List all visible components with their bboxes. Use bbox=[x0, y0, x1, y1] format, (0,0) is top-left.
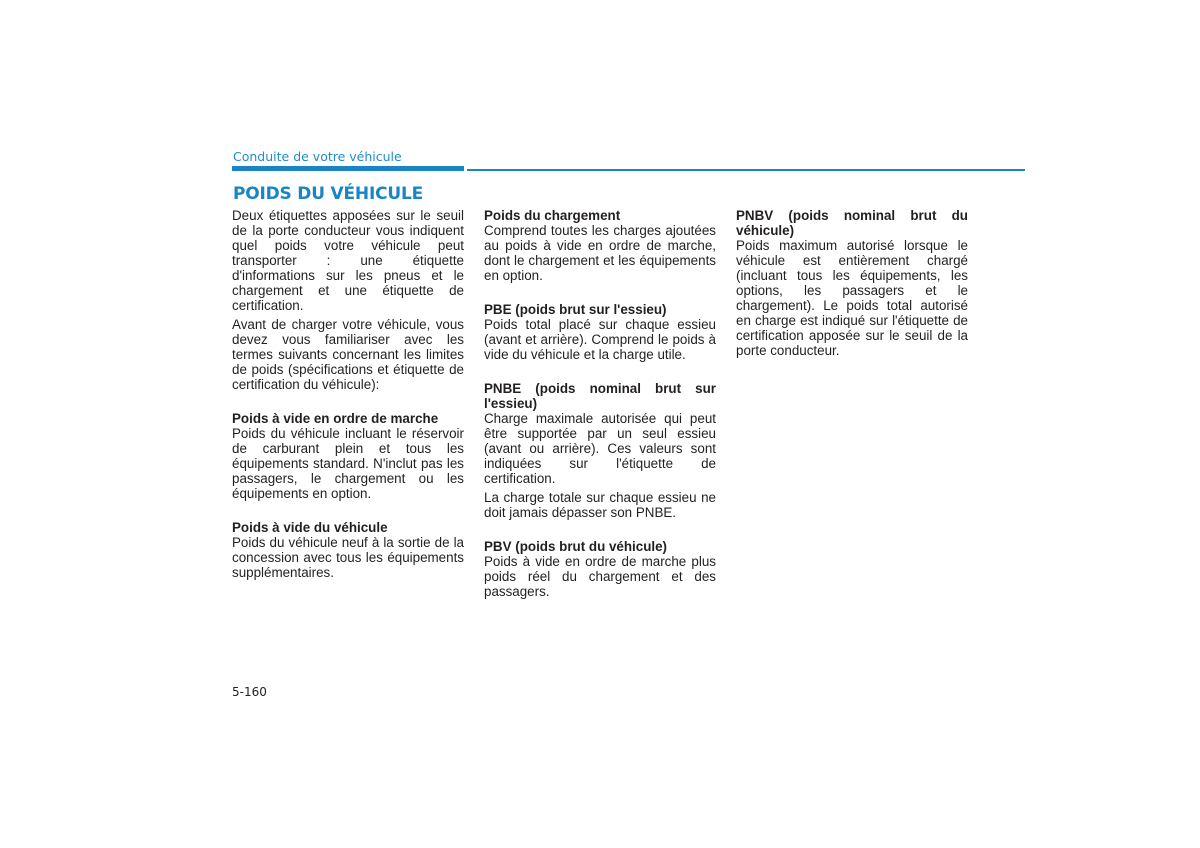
paragraph: La charge totale sur chaque essieu ne doit jamais dépasser son PNBE. bbox=[484, 490, 716, 520]
definition-heading: PBV (poids brut du véhicule) bbox=[484, 539, 668, 554]
paragraph: Avant de charger votre véhicule, vous devez vous familiariser avec les termes suivants concernant les limites de poids (spécifications et étiquette de certification du véhicule): bbox=[232, 317, 464, 392]
definition-block bbox=[736, 208, 968, 358]
column-1 bbox=[232, 208, 464, 580]
paragraph: Poids du véhicule incluant le réservoir de carburant plein et tous les équipements standard. N'inclut pas les passagers, le chargement ou les équipements en option. bbox=[232, 426, 464, 501]
paragraph: Comprend toutes les charges ajoutées au poids à vide en ordre de marche, dont le chargement et les équipements en option. bbox=[484, 223, 716, 283]
definition-heading: Poids à vide du véhicule bbox=[232, 520, 388, 535]
page-number: 5-160 bbox=[232, 685, 267, 699]
definition-block bbox=[484, 539, 716, 599]
paragraph: Poids du véhicule neuf à la sortie de la concession avec tous les équipements supplémentaires. bbox=[232, 535, 464, 580]
paragraph: Poids à vide en ordre de marche plus poids réel du chargement et des passagers. bbox=[484, 554, 716, 599]
paragraph: Poids maximum autorisé lorsque le véhicule est entièrement chargé (incluant tous les équipements, les options, les passagers et le chargement). Le poids total autorisé en charge est indiqué sur l'étiquette de certification apposée sur le seuil de la porte conducteur. bbox=[736, 238, 968, 358]
definition-block bbox=[232, 411, 464, 501]
definition-block bbox=[484, 381, 716, 520]
intro-block bbox=[232, 208, 464, 392]
page-title: POIDS DU VÉHICULE bbox=[233, 184, 423, 204]
column-3 bbox=[736, 208, 968, 358]
paragraph: Poids total placé sur chaque essieu (avant et arrière). Comprend le poids à vide du véhicule et la charge utile. bbox=[484, 317, 716, 362]
definition-heading: PBE (poids brut sur l'essieu) bbox=[484, 302, 667, 317]
definition-heading: Poids du chargement bbox=[484, 208, 621, 223]
header-rule-thick bbox=[232, 166, 464, 171]
column-2 bbox=[484, 208, 716, 599]
definition-heading: Poids à vide en ordre de marche bbox=[232, 411, 439, 426]
section-header: Conduite de votre véhicule bbox=[233, 149, 402, 164]
paragraph: Charge maximale autorisée qui peut être supportée par un seul essieu (avant ou arrière). Ces valeurs sont indiquées sur l'étiquette de certification. bbox=[484, 411, 716, 486]
definition-block bbox=[232, 520, 464, 580]
definition-block bbox=[484, 208, 716, 283]
paragraph: Deux étiquettes apposées sur le seuil de la porte conducteur vous indiquent quel poids votre véhicule peut transporter : une étiquette d'informations sur les pneus et le chargement et une étiquette de certification. bbox=[232, 208, 464, 313]
header-rule-thin bbox=[467, 169, 1025, 171]
definition-heading: PNBV (poids nominal brut du véhicule) bbox=[736, 208, 968, 238]
definition-heading: PNBE (poids nominal brut sur l'essieu) bbox=[484, 381, 716, 411]
definition-block bbox=[484, 302, 716, 362]
